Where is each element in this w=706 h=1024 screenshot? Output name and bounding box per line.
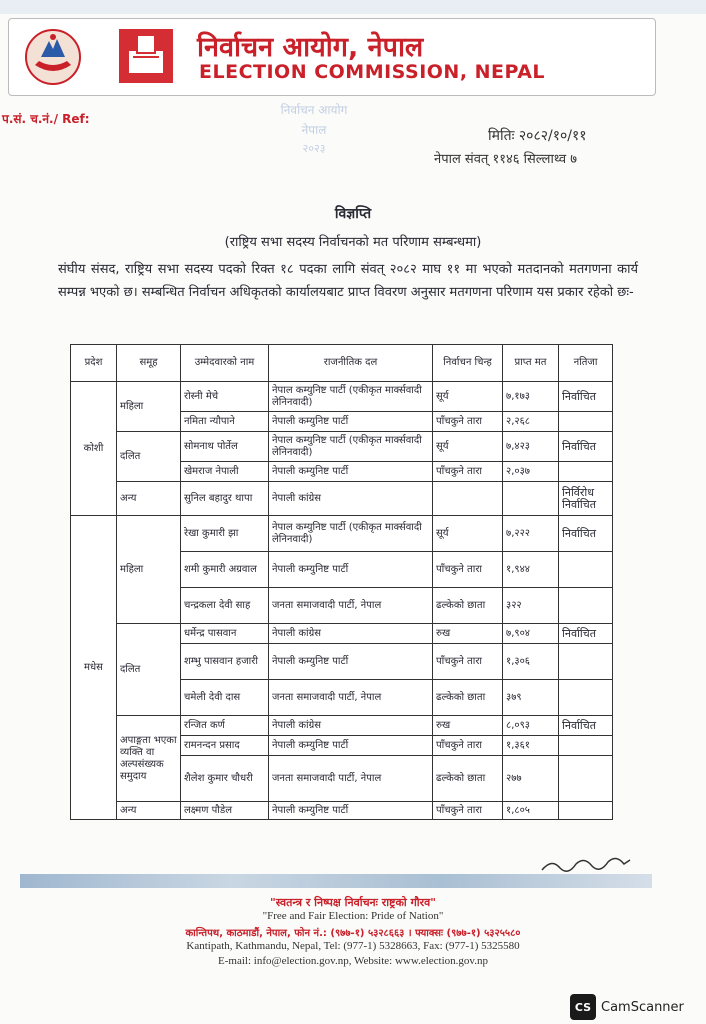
party-cell: नेपाली कांग्रेस — [269, 716, 433, 736]
symbol-cell: पाँचकुने तारा — [433, 462, 503, 482]
result-cell — [559, 756, 613, 802]
province-cell: कोशी — [71, 382, 117, 516]
votes-cell: २,२६८ — [503, 412, 559, 432]
results-table — [70, 344, 613, 820]
header-cell: नतिजा — [559, 345, 613, 382]
result-cell — [559, 552, 613, 588]
table-row — [71, 716, 613, 736]
symbol-cell: सूर्य — [433, 382, 503, 412]
party-cell: नेपाली कम्युनिष्ट पार्टी — [269, 552, 433, 588]
votes-cell — [503, 482, 559, 516]
votes-cell: ८,०९३ — [503, 716, 559, 736]
party-cell: नेपाली कम्युनिष्ट पार्टी — [269, 462, 433, 482]
votes-cell: ७,१७३ — [503, 382, 559, 412]
stamp-line-2: नेपाल — [301, 123, 327, 137]
votes-cell: २७७ — [503, 756, 559, 802]
symbol-cell: सूर्य — [433, 516, 503, 552]
nepal-sambat-line: नेपाल संवत् ११४६ सिल्लाथ्व ७ — [434, 152, 577, 167]
party-cell: जनता समाजवादी पार्टी, नेपाल — [269, 680, 433, 716]
table-header-row — [71, 345, 613, 382]
ballot-box-icon — [119, 29, 173, 83]
contact-line: E-mail: info@election.gov.np, Website: www.election.gov.np — [218, 955, 488, 967]
party-cell: नेपाली कम्युनिष्ट पार्टी — [269, 412, 433, 432]
header-cell: राजनीतिक दल — [269, 345, 433, 382]
candidate-name: चन्द्रकला देवी साह — [181, 588, 269, 624]
candidate-name: नमिता न्यौपाने — [181, 412, 269, 432]
candidate-name: शमी कुमारी अग्रवाल — [181, 552, 269, 588]
group-cell: महिला — [117, 516, 181, 624]
candidate-name: रन्जित कर्ण — [181, 716, 269, 736]
table-row — [71, 382, 613, 412]
address-english: Kantipath, Kathmandu, Nepal, Tel: (977-1) 5328663, Fax: (977-1) 5325580 — [186, 940, 520, 952]
result-cell: निर्विरोध निर्वाचित — [559, 482, 613, 516]
result-cell: निर्वाचित — [559, 382, 613, 412]
candidate-name: सोमनाथ पोर्तेल — [181, 432, 269, 462]
result-cell: निर्वाचित — [559, 432, 613, 462]
motto-english: "Free and Fair Election: Pride of Nation" — [262, 910, 444, 922]
votes-cell: ७,९०४ — [503, 624, 559, 644]
notice-title: विज्ञप्ति — [334, 206, 372, 222]
table-row — [71, 516, 613, 552]
candidate-name: धर्मेन्द्र पासवान — [181, 624, 269, 644]
faded-stamp — [268, 92, 360, 164]
candidate-name: रामनन्दन प्रसाद — [181, 736, 269, 756]
reference-label: प.सं. च.नं./ Ref: — [2, 112, 90, 126]
group-cell: महिला — [117, 382, 181, 432]
result-cell — [559, 462, 613, 482]
result-cell: निर्वाचित — [559, 516, 613, 552]
group-cell: दलित — [117, 432, 181, 482]
stamp-line-3: २०२३ — [302, 142, 326, 155]
result-cell — [559, 680, 613, 716]
result-cell — [559, 412, 613, 432]
votes-cell: ७,४२३ — [503, 432, 559, 462]
commission-title-english: ELECTION COMMISSION, NEPAL — [199, 61, 546, 83]
header-cell: उम्मेदवारको नाम — [181, 345, 269, 382]
commission-title-nepali: निर्वाचन आयोग, नेपाल — [197, 32, 424, 63]
candidate-name: खेमराज नेपाली — [181, 462, 269, 482]
party-cell: नेपाली कम्युनिष्ट पार्टी — [269, 644, 433, 680]
nepal-emblem-icon — [23, 27, 83, 87]
result-cell — [559, 802, 613, 820]
party-cell: नेपाली कम्युनिष्ट पार्टी — [269, 802, 433, 820]
symbol-cell: ढल्केको छाता — [433, 588, 503, 624]
result-cell: निर्वाचित — [559, 716, 613, 736]
date-line: मितिः २०८२/१०/११ — [488, 128, 587, 144]
party-cell: नेपाली कांग्रेस — [269, 482, 433, 516]
candidate-name: शम्भु पासवान हजारी — [181, 644, 269, 680]
symbol-cell: ढल्केको छाता — [433, 680, 503, 716]
votes-cell: २,०३७ — [503, 462, 559, 482]
votes-cell: ७,२२२ — [503, 516, 559, 552]
notice-paragraph: संघीय संसद, राष्ट्रिय सभा सदस्य पदको रिक्त १८ पदका लागि संवत् २०८२ माघ ११ मा भएको मतदानको मतगणना कार्य सम्पन्न भएको छ। सम्बन्धित निर्वाचन अधिकृतको कार्यालयबाट प्राप्त विवरण अनुसार मतगणना परिणाम यस प्रकार रहेको छः- — [58, 262, 638, 300]
candidate-name: लक्ष्मण पौडेल — [181, 802, 269, 820]
votes-cell: १,३६१ — [503, 736, 559, 756]
stamp-line-1: निर्वाचन आयोग — [280, 103, 348, 117]
table-row — [71, 432, 613, 462]
province-cell: मधेस — [71, 516, 117, 820]
symbol-cell: पाँचकुने तारा — [433, 736, 503, 756]
party-cell: नेपाली कांग्रेस — [269, 624, 433, 644]
symbol-cell — [433, 482, 503, 516]
candidate-name: रेखा कुमारी झा — [181, 516, 269, 552]
group-cell: अन्य — [117, 802, 181, 820]
candidate-name: रोस्नी मेचे — [181, 382, 269, 412]
candidate-name: सुनिल बहादुर थापा — [181, 482, 269, 516]
candidate-name: चमेली देवी दास — [181, 680, 269, 716]
votes-cell: १,८०५ — [503, 802, 559, 820]
party-cell: नेपाल कम्युनिष्ट पार्टी (एकीकृत मार्क्सवादी लेनिनवादी) — [269, 432, 433, 462]
camscanner-icon: CS — [570, 994, 596, 1020]
party-cell: नेपाल कम्युनिष्ट पार्टी (एकीकृत मार्क्सवादी लेनिनवादी) — [269, 382, 433, 412]
result-cell — [559, 588, 613, 624]
header-cell: प्राप्त मत — [503, 345, 559, 382]
header-cell: प्रदेश — [71, 345, 117, 382]
group-cell: अन्य — [117, 482, 181, 516]
notice-subject: (राष्ट्रिय सभा सदस्य निर्वाचनको मत परिणाम सम्बन्धमा) — [224, 235, 482, 250]
result-cell: निर्वाचित — [559, 624, 613, 644]
votes-cell: १,३०६ — [503, 644, 559, 680]
camscanner-watermark — [570, 994, 684, 1020]
votes-cell: ३७९ — [503, 680, 559, 716]
camscanner-label: CamScanner — [601, 999, 684, 1015]
party-cell: जनता समाजवादी पार्टी, नेपाल — [269, 756, 433, 802]
symbol-cell: पाँचकुने तारा — [433, 644, 503, 680]
symbol-cell: रुख — [433, 716, 503, 736]
votes-cell: १,९४४ — [503, 552, 559, 588]
letterhead — [8, 18, 656, 96]
party-cell: जनता समाजवादी पार्टी, नेपाल — [269, 588, 433, 624]
party-cell: नेपाल कम्युनिष्ट पार्टी (एकीकृत मार्क्सवादी लेनिनवादी) — [269, 516, 433, 552]
header-cell: समूह — [117, 345, 181, 382]
symbol-cell: रुख — [433, 624, 503, 644]
group-cell: दलित — [117, 624, 181, 716]
symbol-cell: ढल्केको छाता — [433, 756, 503, 802]
party-cell: नेपाली कम्युनिष्ट पार्टी — [269, 736, 433, 756]
result-cell — [559, 644, 613, 680]
result-cell — [559, 736, 613, 756]
header-cell: निर्वाचन चिन्ह — [433, 345, 503, 382]
address-nepali: कान्तिपथ, काठमाडौं, नेपाल, फोन नं.: (९७७-१) ५३२८६६३ । फ्याक्सः (९७७-१) ५३२५५८० — [185, 928, 521, 939]
symbol-cell: पाँचकुने तारा — [433, 552, 503, 588]
top-edge — [0, 0, 706, 14]
symbol-cell: पाँचकुने तारा — [433, 802, 503, 820]
symbol-cell: सूर्य — [433, 432, 503, 462]
motto-nepali: "स्वतन्त्र र निष्पक्ष निर्वाचनः राष्ट्रको गौरव" — [269, 896, 436, 909]
symbol-cell: पाँचकुने तारा — [433, 412, 503, 432]
candidate-name: शैलेश कुमार चौधरी — [181, 756, 269, 802]
table-row — [71, 802, 613, 820]
footer-band — [20, 874, 652, 888]
table-row — [71, 482, 613, 516]
votes-cell: ३२२ — [503, 588, 559, 624]
group-cell: अपाङ्गता भएका व्यक्ति वा अल्पसंख्यक समुदाय — [117, 716, 181, 802]
table-row — [71, 624, 613, 644]
